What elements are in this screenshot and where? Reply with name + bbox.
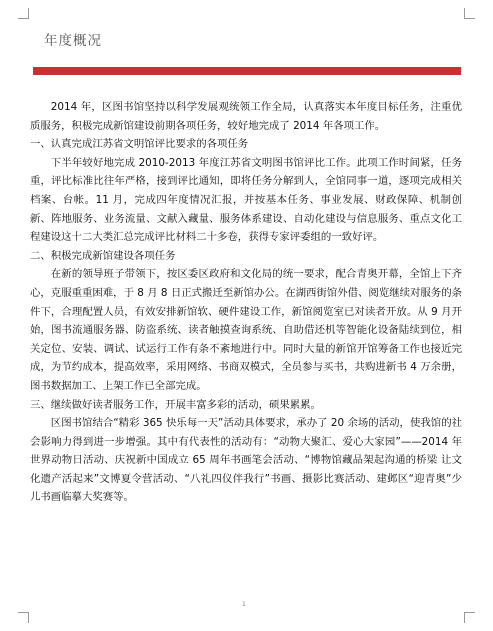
- paragraph-section-2: 在新的领导班子带领下，按区委区政府和文化局的统一要求，配合青奥开幕，全馆上下齐心，克服重重困难，于 8 月 8 日正式搬迁至新馆办公。在湖西街馆外借、阅览继续对服务的条件下，合理配置人员，有效安排新馆软、硬件建设工作，新馆阅览室已对读者开放。从 9 月开始，图书流通服务器、防盗系统、读者触摸查询系统、自助借还机等智能化设备陆续到位，相关定位、安装、调试、试运行工作有条不紊地进行中。同时大量的新馆开馆筹备工作也接近完成，为节约成本，提高效率，采用网络、书商双模式，全员参与买书，共购进新书 4 万余册，图书数据加工、上架工作已全部完成。: [30, 268, 462, 392]
- page-corner-mark: [18, 8, 29, 19]
- section-heading-2: 二、积极完成新馆建设各项任务: [30, 249, 176, 262]
- page-number: 1: [242, 601, 246, 608]
- paragraph-intro: 2014 年，区图书馆坚持以科学发展观统领工作全局，认真落实本年度目标任务，注重优质服务，积极完成新馆建设前期各项任务，较好地完成了 2014 年各项工作。: [30, 101, 462, 132]
- document-body: [30, 98, 462, 507]
- page-title: 年度概况: [44, 33, 102, 49]
- section-heading-3: 三、继续做好读者服务工作，开展丰富多彩的活动，硕果累累。: [30, 398, 321, 411]
- page-corner-mark: [18, 612, 29, 623]
- paragraph-section-3: 区图书馆结合“精彩 365 快乐每一天”活动具体要求，承办了 20 余场的活动，使我馆的社会影响力得到进一步增强。其中有代表性的活动有：“动物大聚汇、爱心大家园”——2014 年世界动物日活动、庆祝新中国成立 65 周年书画笔会活动、“博物馆藏品架起沟通的桥梁 让文化遗产活起来”文博夏令营活动、“八礼四仪伴我行”书画、摄影比赛活动、建邺区“迎青奥”少儿书画临摹大奖赛等。: [30, 417, 462, 504]
- paragraph-section-1: 下半年较好地完成 2010-2013 年度江苏省文明图书馆评比工作。此项工作时间紧，任务重，评比标准比往年严格，接到评比通知，即将任务分解到人，全馆同事一道，逐项完成相关档案、台帐。11 月，完成四年度情况汇报，并按基本任务、事业发展、财政保障、机制创新、阵地服务、业务流量、文献入藏量、服务体系建设、自动化建设与信息服务、重点文化工程建设这十二大类汇总完成评比材料二十多卷，获得专家评委组的一致好评。: [30, 156, 462, 244]
- page-corner-mark: [464, 612, 475, 623]
- section-heading-1: 一、认真完成江苏省文明馆评比要求的各项任务: [30, 138, 249, 151]
- title-divider-bar: [33, 67, 461, 75]
- page-corner-mark: [464, 8, 475, 19]
